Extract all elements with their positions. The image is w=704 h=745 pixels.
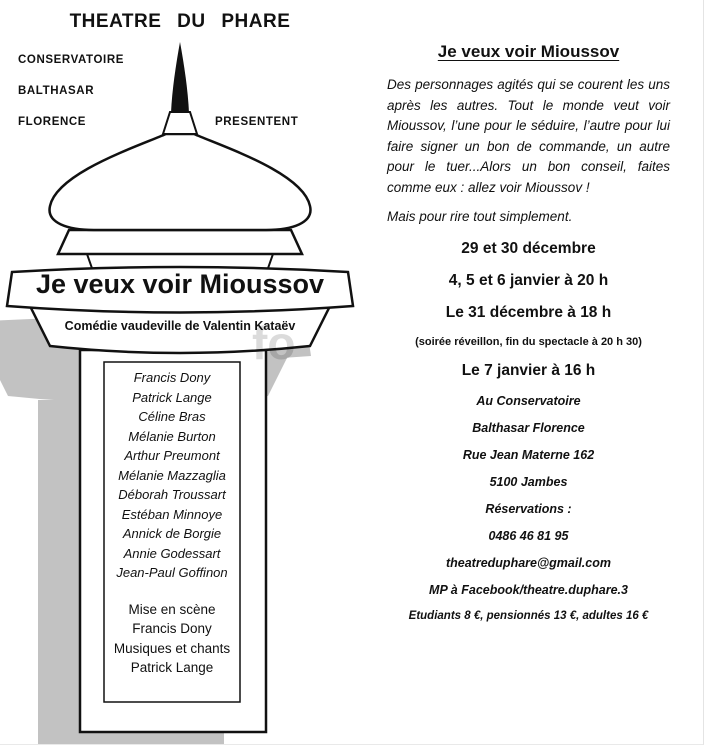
org-line-balthasar: BALTHASAR xyxy=(18,85,95,97)
venue-line: Rue Jean Materne 162 xyxy=(462,448,595,462)
theatre-title: THEATRE DU PHARE xyxy=(69,11,291,32)
org-line-florence: FLORENCE xyxy=(18,116,87,128)
email-address: theatreduphare@gmail.com xyxy=(445,556,611,570)
date-line: Le 7 janvier à 16 h xyxy=(461,362,596,379)
venue-line: Balthasar Florence xyxy=(472,421,585,435)
cast-member: Estéban Minnoye xyxy=(121,506,223,522)
phone-number: 0486 46 81 95 xyxy=(488,529,569,543)
cast-member: Francis Dony xyxy=(133,370,211,385)
onion-dome xyxy=(50,134,311,230)
credit-line: Patrick Lange xyxy=(130,660,214,675)
spire-collar xyxy=(163,112,197,134)
show-description: Des personnages agités qui se courent les uns après les autres. Tout le monde veut voir Mioussov, l’une pour le séduire, l’autre pour lui faire signer un bon de commande, un autre pour le tuer...Alors un bon conseil, faites comme eux : allez voir Mioussov ! xyxy=(387,77,670,195)
cast-member: Annick de Borgie xyxy=(122,526,222,541)
cast-member: Arthur Preumont xyxy=(124,448,220,463)
cast-member: Céline Bras xyxy=(138,409,206,424)
cast-member: Patrick Lange xyxy=(132,389,212,405)
cast-member: Jean-Paul Goffinon xyxy=(116,565,228,580)
pricing-line: Etudiants 8 €, pensionnés 13 €, adultes 16 € xyxy=(408,610,649,622)
venue-line: Au Conservatoire xyxy=(476,394,581,408)
details-title: Je veux voir Mioussov xyxy=(437,42,620,61)
credit-line: Musiques et chants xyxy=(113,640,231,656)
tagline: Mais pour rire tout simplement. xyxy=(387,209,573,224)
date-note: (soirée réveillon, fin du spectacle à 20 h 30) xyxy=(415,336,642,348)
show-subtitle: Comédie vaudeville de Valentin Kataëv xyxy=(64,319,296,333)
facebook-line: MP à Facebook/theatre.duphare.3 xyxy=(429,583,628,597)
credit-line: Mise en scène xyxy=(128,601,216,617)
dome-cornice xyxy=(58,230,302,254)
cast-member: Déborah Troussart xyxy=(118,487,226,502)
date-line: 29 et 30 décembre xyxy=(461,240,596,257)
cast-member: Mélanie Burton xyxy=(128,428,216,444)
show-title-banner: Je veux voir Mioussov xyxy=(35,269,325,299)
cast-member: Annie Godessart xyxy=(123,545,221,561)
cast-list xyxy=(106,368,238,678)
credit-line: Francis Dony xyxy=(132,621,212,636)
date-line: 4, 5 et 6 janvier à 20 h xyxy=(448,272,609,289)
spire-needle xyxy=(171,42,189,113)
details-panel xyxy=(387,42,670,622)
org-line-conservatoire: CONSERVATOIRE xyxy=(18,54,124,66)
cast-member: Mélanie Mazzaglia xyxy=(118,467,226,483)
venue-line: 5100 Jambes xyxy=(489,475,568,489)
watermark-text: fo xyxy=(252,317,296,369)
present-label: PRESENTENT xyxy=(215,116,299,128)
date-line: Le 31 décembre à 18 h xyxy=(445,304,612,321)
credits-block xyxy=(106,600,238,678)
reservations-label: Réservations : xyxy=(485,502,572,516)
